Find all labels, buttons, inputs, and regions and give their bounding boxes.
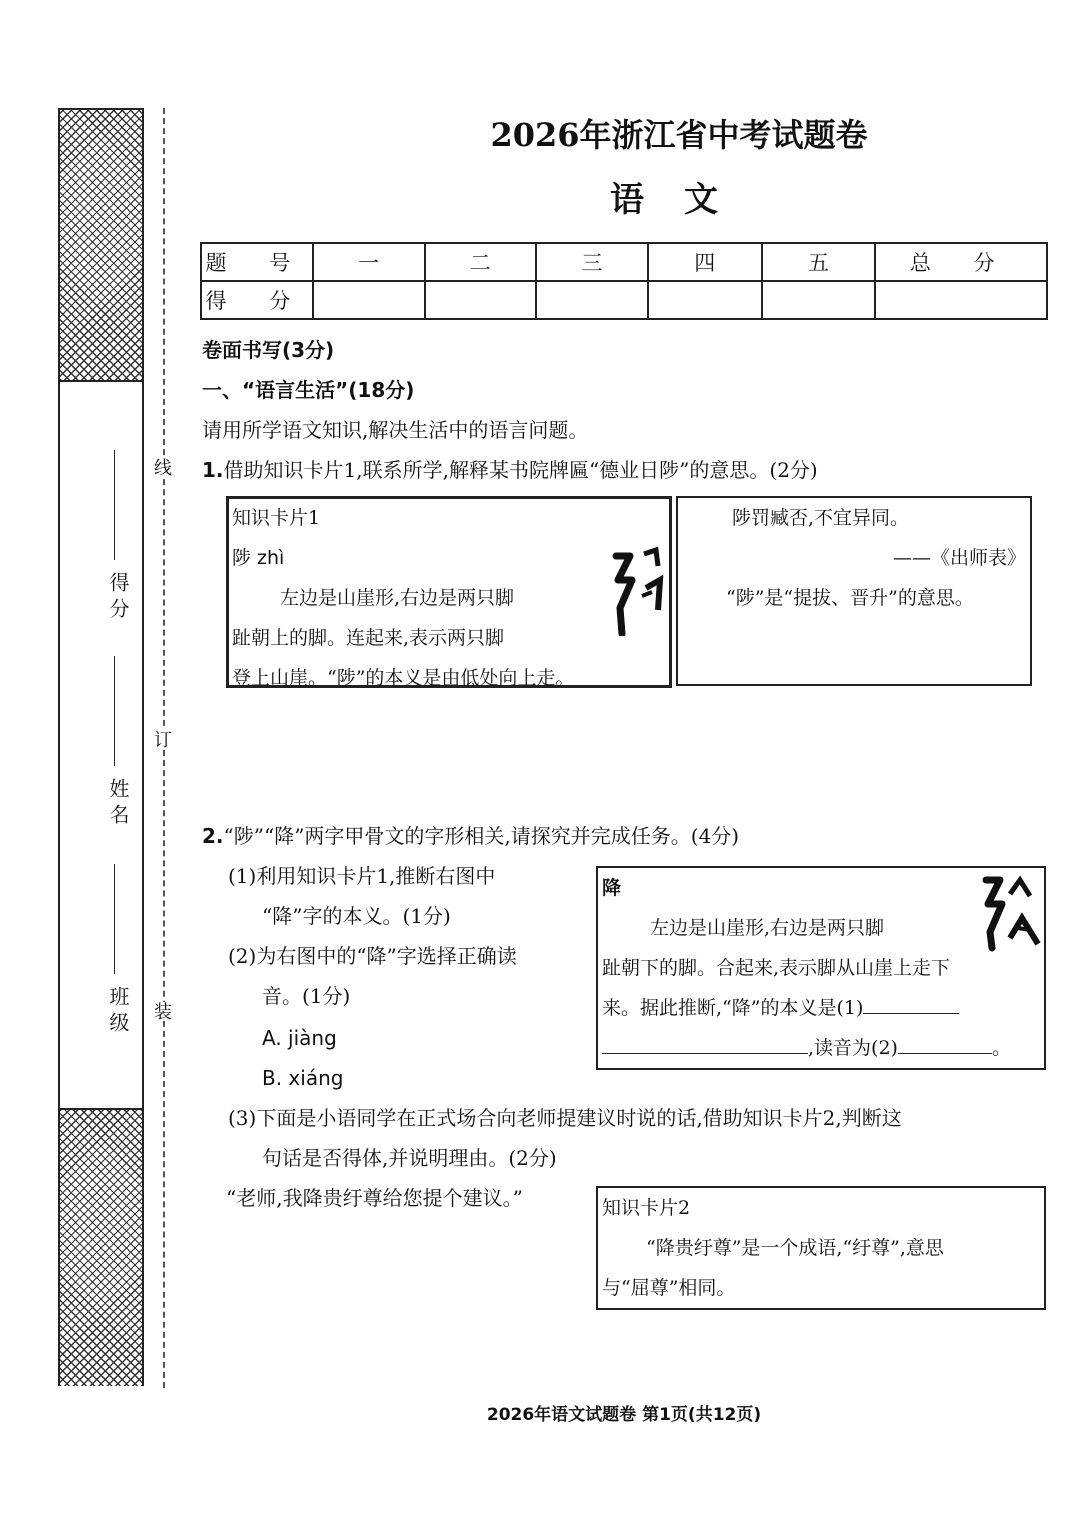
jiang-card-line2: 趾朝下的脚。合起来,表示脚从山崖上走下: [602, 957, 951, 979]
score-row-label: 得 分: [201, 281, 313, 319]
question-2-part1-line2: “降”字的本义。(1分): [262, 904, 451, 928]
quote-card: [676, 496, 1032, 686]
knowledge-card-1-char: 陟 zhì: [232, 547, 285, 569]
quote-note: “陟”是“提拔、晋升”的意思。: [726, 587, 974, 609]
score-cell[interactable]: [536, 281, 648, 319]
quote-source: ——《出师表》: [892, 547, 1026, 569]
cut-dashed-line: [163, 108, 165, 1388]
score-cell[interactable]: [762, 281, 876, 319]
score-header-1: 一: [313, 243, 425, 281]
binding-label-name: 姓名: [106, 778, 130, 830]
knowledge-card-2: [596, 1186, 1046, 1310]
score-header-total: 总 分: [875, 243, 1047, 281]
question-1: [202, 450, 818, 490]
knowledge-card-1: [226, 496, 672, 688]
student-speech: “老师,我降贵纡尊给您提个建议。”: [226, 1186, 523, 1210]
question-1-number: 1.: [202, 458, 224, 482]
score-header-4: 四: [648, 243, 762, 281]
oracle-bone-zhi-icon: [608, 546, 668, 636]
subject-title: 语文: [610, 180, 758, 220]
score-cell-total[interactable]: [875, 281, 1047, 319]
question-2-text: “陟”“降”两字甲骨文的字形相关,请探究并完成任务。(4分): [223, 824, 740, 848]
knowledge-card-1-line3: 登上山崖。“陟”的本义是由低处向上走。: [232, 667, 575, 689]
binding-hatch-bottom: [60, 1108, 142, 1386]
answer-blank-1-cont[interactable]: [602, 1031, 808, 1054]
question-2-number: 2.: [202, 824, 224, 848]
question-2: [202, 816, 739, 856]
option-a[interactable]: A. jiàng: [262, 1026, 337, 1050]
cut-label-bind: 订: [151, 730, 172, 748]
quote-text: 陟罚臧否,不宜异同。: [732, 507, 910, 529]
knowledge-card-2-line2: 与“屈尊”相同。: [602, 1277, 736, 1299]
jiang-card-line3: 来。据此推断,“降”的本义是(1): [602, 997, 864, 1019]
score-header-3: 三: [536, 243, 648, 281]
class-blank-line: [114, 864, 115, 974]
jiang-card-title: 降: [602, 877, 622, 899]
answer-blank-1[interactable]: [863, 991, 959, 1014]
score-header-label: 题 号: [201, 243, 313, 281]
section-1-heading: 一、“语言生活”(18分): [202, 378, 415, 402]
score-header-2: 二: [425, 243, 537, 281]
knowledge-card-2-title: 知识卡片2: [602, 1197, 691, 1219]
knowledge-card-2-line1: “降贵纡尊”是一个成语,“纡尊”,意思: [646, 1237, 944, 1259]
page-title: 2026年浙江省中考试题卷: [490, 116, 868, 154]
score-cell[interactable]: [648, 281, 762, 319]
jiang-card-line4-mid: ,读音为(2): [808, 1037, 898, 1059]
score-blank-line: [114, 450, 115, 560]
name-blank-line-top: [114, 656, 115, 766]
score-header-5: 五: [762, 243, 876, 281]
score-cell[interactable]: [425, 281, 537, 319]
section-1-intro: 请用所学语文知识,解决生活中的语言问题。: [202, 418, 589, 442]
question-1-text: 借助知识卡片1,联系所学,解释某书院牌匾“德业日陟”的意思。(2分): [223, 458, 818, 482]
question-2-part3-line1: (3)下面是小语同学在正式场合向老师提建议时说的话,借助知识卡片2,判断这: [228, 1106, 902, 1130]
binding-hatch-top: [60, 110, 142, 382]
answer-blank-2[interactable]: [898, 1031, 992, 1054]
knowledge-card-1-title: 知识卡片1: [232, 507, 321, 529]
score-table: [200, 242, 1048, 320]
jiang-card: [596, 866, 1046, 1070]
score-cell[interactable]: [313, 281, 425, 319]
question-2-part3-line2: 句话是否得体,并说明理由。(2分): [262, 1146, 557, 1170]
binding-label-class: 班级: [106, 986, 130, 1038]
jiang-card-line4-end: 。: [991, 1037, 1011, 1059]
score-table-score-row: [201, 281, 1047, 319]
cut-label-pack: 装: [151, 1002, 172, 1020]
page-footer: 2026年语文试题卷 第1页(共12页): [486, 1405, 762, 1425]
knowledge-card-1-line2: 趾朝上的脚。连起来,表示两只脚: [232, 627, 505, 649]
cut-label-line: 线: [151, 458, 172, 476]
handwriting-score-note: 卷面书写(3分): [202, 338, 335, 362]
question-2-part2-line1: (2)为右图中的“降”字选择正确读: [228, 944, 517, 968]
question-2-part1-line1: (1)利用知识卡片1,推断右图中: [228, 864, 496, 888]
score-table-header-row: [201, 243, 1047, 281]
oracle-bone-jiang-icon: [980, 874, 1044, 954]
question-2-part2-line2: 音。(1分): [262, 984, 351, 1008]
knowledge-card-1-line1: 左边是山崖形,右边是两只脚: [280, 587, 515, 609]
binding-label-score: 得分: [106, 572, 130, 624]
option-b[interactable]: B. xiáng: [262, 1066, 344, 1090]
jiang-card-line1: 左边是山崖形,右边是两只脚: [650, 917, 885, 939]
